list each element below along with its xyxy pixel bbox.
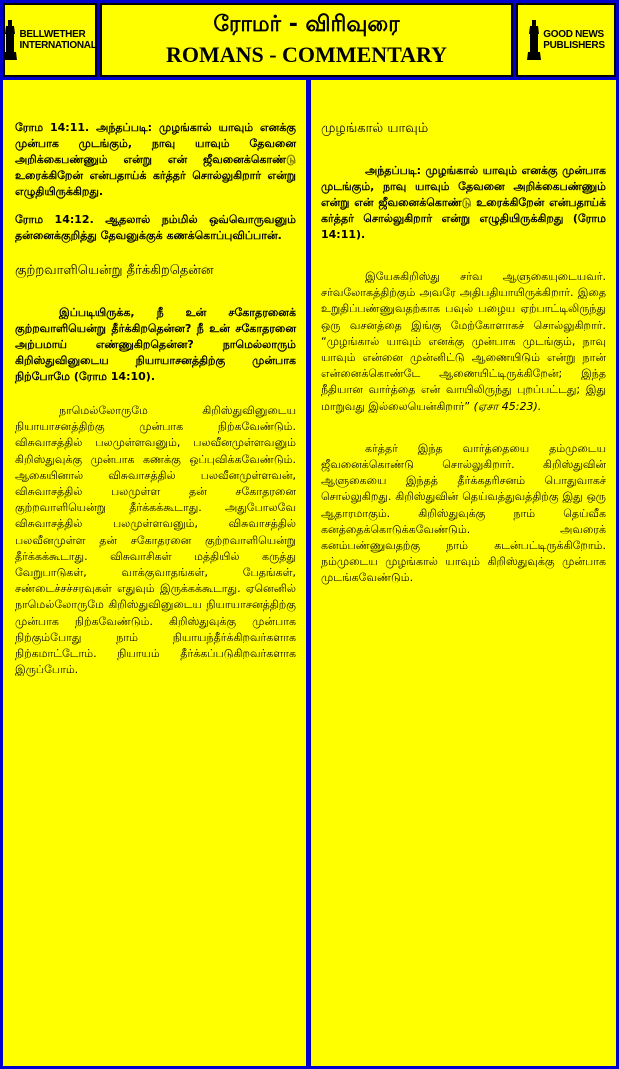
section-heading: குற்றவாளியென்று தீர்க்கிறதென்ன: [15, 263, 214, 278]
section-heading: முழங்கால் யாவும்: [321, 121, 429, 136]
right-column: [311, 80, 616, 1066]
left-column: [3, 80, 306, 1066]
tower-icon: [527, 20, 541, 60]
scripture-reference: (ஏசா 45:23).: [473, 399, 542, 413]
commentary-paragraph: கர்த்தர் இந்த வார்த்தையை தம்முடைய ஜீவனைக்கொண்டு சொல்லுகிறார். கிறிஸ்துவின் ஆளுகையை இந்தத் தீர்க்கதரிசனம் பொதுவாகச் சொல்லுகிறது. கிறிஸ்துவின் தெய்வத்துவத்திற்கு இது ஒரு ஆதாரமாகும். கிறிஸ்துவுக்கு நாம் தெய்வீக கனத்தைக்கொடுக்கவேண்டும். அவரைக் கனம்பண்ணுவதற்கு நாம் கடன்பட்டிருக்கிறோம். நம்முடைய முழங்கால் யாவும் கிறிஸ்துவுக்கு முன்பாக முடங்கவேண்டும்.: [321, 441, 606, 585]
commentary-paragraph: [321, 269, 606, 415]
verse-14-12: ரோம 14:12. ஆதலால் நம்மில் ஒவ்வொருவனும் தன்னைக்குறித்து தேவனுக்குக் கணக்கொப்புவிப்பான்.: [15, 213, 296, 242]
tower-icon: [3, 20, 17, 60]
logo-line1: BELLWETHER: [19, 29, 86, 40]
title-english: ROMANS - COMMENTARY: [165, 42, 448, 67]
header: [3, 3, 616, 77]
logo-line2: PUBLISHERS: [543, 40, 605, 51]
commentary-paragraph: நாமெல்லோருமே கிறிஸ்துவினுடைய நியாயாசனத்திற்கு முன்பாக நிற்கவேண்டும். விசுவாசத்தில் பலமுள்ளவனும், பலவீனமுள்ளவனும் கிறிஸ்துவுக்கு முன்பாக கணக்கு ஒப்புவிக்கவேண்டும். ஆகையினால் விசுவாசத்தில் பலவீனமுள்ளவன், விசுவாசத்தில் பலமுள்ள தன் சகோதரனை குற்றவாளியென்று தீர்க்கக்கூடாது. அதுபோலவே விசுவாசத்தில் பலமுள்ளவனும், விசுவாசத்தில் பலவீனமுள்ள தன் சகோதரனை குற்றவாளியென்று தீர்க்கக்கூடாது. விசுவாசிகள் மத்தியில் கருத்து வேறுபாடுகள், வாக்குவாதங்கள், பேதங்கள், சண்டைச்சச்சரவுகள் எதுவும் இருக்கக்கூடாது. ஏனெனில் நாமெல்லோருமே கிறிஸ்துவினுடைய நியாயாசனத்திற்கு முன்பாக நிற்கவேண்டும். கிறிஸ்துவுக்கு முன்பாக நிற்கும்போது நாம் நியாயந்தீர்க்கிறவர்களாக நிற்கமாட்டோம். நியாயம் தீர்க்கப்படுகிறவர்களாக இருப்போம்.: [15, 404, 296, 677]
logo-line2: INTERNATIONAL: [19, 40, 97, 51]
verse-14-11: ரோம 14:11. அந்தப்படி: முழங்கால் யாவும் எனக்கு முன்பாக முடங்கும், நாவு யாவும் தேவனை அறிக்கைபண்ணும் என்று என் ஜீவனைக்கொண்டு உரைக்கிறேன் என்பதாய்க் கர்த்தர் சொல்லுகிறார் என்று எழுதியிருக்கிறது.: [15, 121, 296, 198]
title-box: [100, 3, 513, 77]
logo-line1: GOOD NEWS: [543, 29, 604, 40]
title-tamil: ரோமர் - விரிவுரை: [213, 12, 400, 37]
good-news-logo: [516, 3, 616, 77]
paragraph-text: இயேசுகிறிஸ்து சர்வ ஆளுகையுடையவர். சர்வலோகத்திற்கும் அவரே அதிபதியாயிருக்கிறார். இதை உறுதிப்பண்ணுவதற்காக பவுல் பழைய ஏற்பாட்டிலிருந்து ஒரு வசனத்தை இங்கு மேற்கோளாகச் சொல்லுகிறார். “முழங்கால் யாவும் எனக்கு முன்பாக முடங்கும், நாவு யாவும் என்னை முன்னிட்டு ஆணையிடும் என்று நான் என்னைக்கொண்டே ஆணையிட்டிருக்கிறேன்; இந்த நீதியான வார்த்தை என் வாயிலிருந்து புறப்பட்டது; இது மாறுவது இல்லையென்கிறார்”: [321, 270, 606, 413]
bellwether-logo: [3, 3, 97, 77]
scripture-paragraph: அந்தப்படி: முழங்கால் யாவும் எனக்கு முன்பாக முடங்கும், நாவு யாவும் தேவனை அறிக்கைபண்ணும் என்று என் ஜீவனைக்கொண்டு உரைக்கிறேன் என்பதாய்க் கர்த்தர் சொல்லுகிறார் என்று எழுதியிருக்கிறது (ரோம 14:11).: [321, 164, 606, 241]
scripture-paragraph: இப்படியிருக்க, நீ உன் சகோதரனைக் குற்றவாளியென்று தீர்க்கிறதென்ன? நீ உன் சகோதரனை அற்பமாய் எண்ணுகிறதென்ன? நாமெல்லாரும் கிறிஸ்துவினுடைய நியாயாசனத்திற்கு முன்பாக நிற்போமே (ரோம 14:10).: [15, 306, 296, 383]
